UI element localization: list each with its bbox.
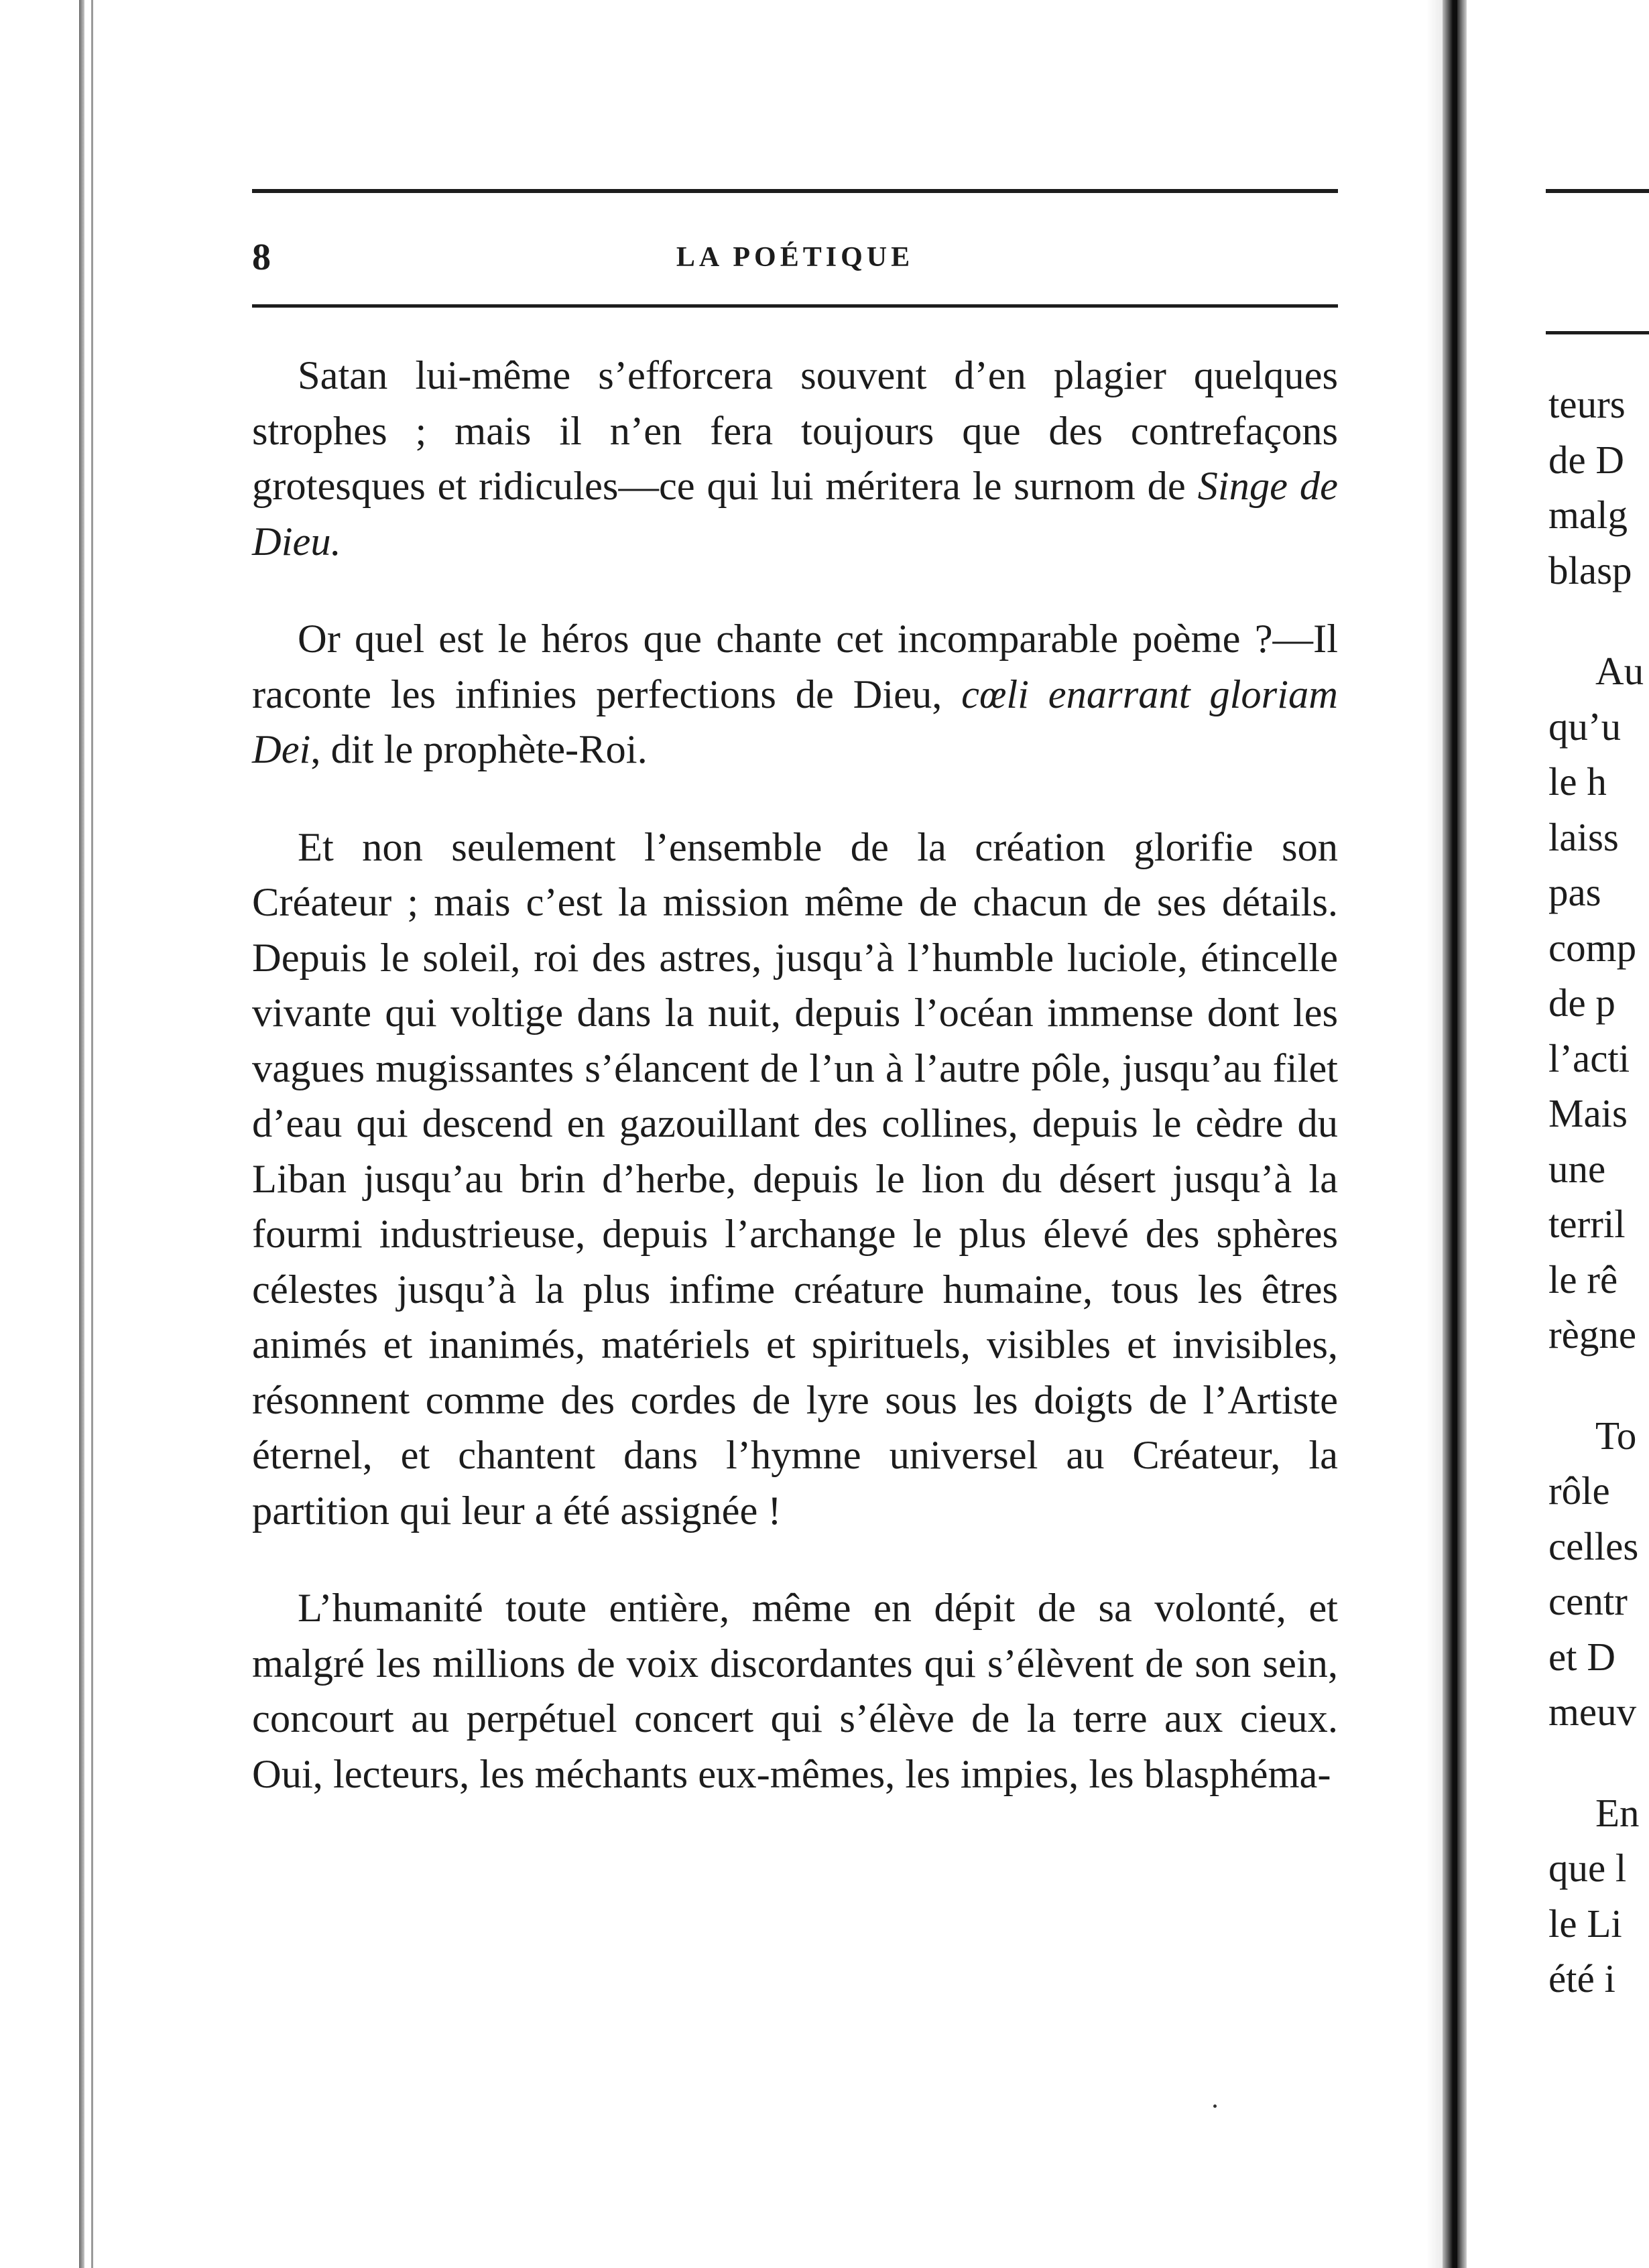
facing-page-line: comp [1548,925,1637,970]
running-title: LA POÉTIQUE [676,242,914,273]
facing-page-line: Au [1595,649,1644,693]
italic-text: cœli enarrant gloriam Dei [252,672,1338,772]
facing-page-line: blasp [1548,548,1632,592]
book-gutter [1443,0,1457,2268]
paragraph [252,820,1338,1539]
facing-page-line: meuv [1548,1690,1637,1734]
scan-left-edge-line [91,0,93,2268]
facing-page-line: été i [1548,1956,1615,2001]
scan-left-edge [79,0,84,2268]
gutter-shadow [1426,0,1443,2268]
facing-page-line: rôle [1548,1468,1610,1513]
facing-page-line: une [1548,1146,1606,1191]
facing-header-rule-top [1546,189,1649,193]
facing-page-line: l’acti [1548,1035,1630,1080]
header-rule-bottom [252,304,1338,308]
facing-page-line: To [1595,1413,1637,1458]
facing-page-line: le Li [1548,1901,1622,1946]
facing-page-text [1548,377,1649,2007]
facing-page-line: règne [1548,1312,1637,1357]
facing-page-fold [1457,0,1467,2268]
text-run: , dit le prophète-Roi. [310,727,648,772]
text-run: L’humanité toute entière, même en dépit de sa volonté, et malgré les millions de voix discordantes qui s’élèvent de son sein, concourt au perpétuel concert qui s’élève de la terre aux cieux. Oui, lecteurs, les méchants eux-mêmes, les impies, les blasphéma- [252,1586,1338,1797]
header-rule-top [252,189,1338,193]
facing-page-line: que l [1548,1846,1627,1890]
facing-page-line: Mais [1548,1091,1628,1135]
text-run: Et non seulement l’ensemble de la création glorifie son Créateur ; mais c’est la mission même de chacun de ses détails. Depuis le soleil, roi des astres, jusqu’à l’humble luciole, étincelle vivante qui voltige dans la nuit, depuis l’océan immense dont les vagues mugissantes s’élancent de l’un à l’autre pôle, jusqu’au filet d’eau qui descend en gazouillant des collines, depuis le cèdre du Liban jusqu’au brin d’herbe, depuis le lion du désert jusqu’à la fourmi industrieuse, depuis l’archange le plus élevé des sphères célestes jusqu’à la plus infime créature humaine, tous les êtres animés et inanimés, matériels et spirituels, visibles et invisibles, résonnent comme des cordes de lyre sous les doigts de l’Artiste éternel, et chantent dans l’hymne universel au Créateur, la partition qui leur a été assignée ! [252,824,1338,1533]
facing-page-line: le h [1548,759,1607,804]
text-run: Satan lui-même s’efforcera souvent d’en plagier quelques strophes ; mais il n’en fera toujours que des contrefaçons grotesques et ridicules—ce qui lui méritera le surnom de [252,353,1338,509]
facing-page-line: teurs [1548,382,1626,426]
facing-page-line: celles [1548,1523,1639,1568]
facing-page-line: terril [1548,1202,1626,1246]
page-number: 8 [252,237,271,278]
facing-page-line: et D [1548,1634,1615,1679]
facing-page-line: centr [1548,1579,1628,1623]
facing-header-rule-bottom [1546,331,1649,334]
paragraph [252,349,1338,570]
facing-page-line: de D [1548,437,1625,482]
italic-text: Singe de Dieu. [252,464,1338,564]
facing-page-line: pas [1548,870,1601,914]
running-head [252,231,1338,284]
paragraph [252,1581,1338,1802]
facing-page-line: malg [1548,493,1628,537]
paragraph [252,612,1338,778]
facing-page-line: En [1595,1790,1640,1835]
facing-page-line: le rê [1548,1257,1618,1302]
text-run: Or quel est le héros que chante cet incomparable poème ?—Il raconte les infinies perfections de Dieu, [252,617,1338,717]
facing-page-line: de p [1548,981,1615,1025]
facing-page-line: laiss [1548,814,1619,859]
body-text [252,349,1338,1844]
facing-page-line: qu’u [1548,704,1622,749]
scan-speck [1213,2104,1217,2108]
